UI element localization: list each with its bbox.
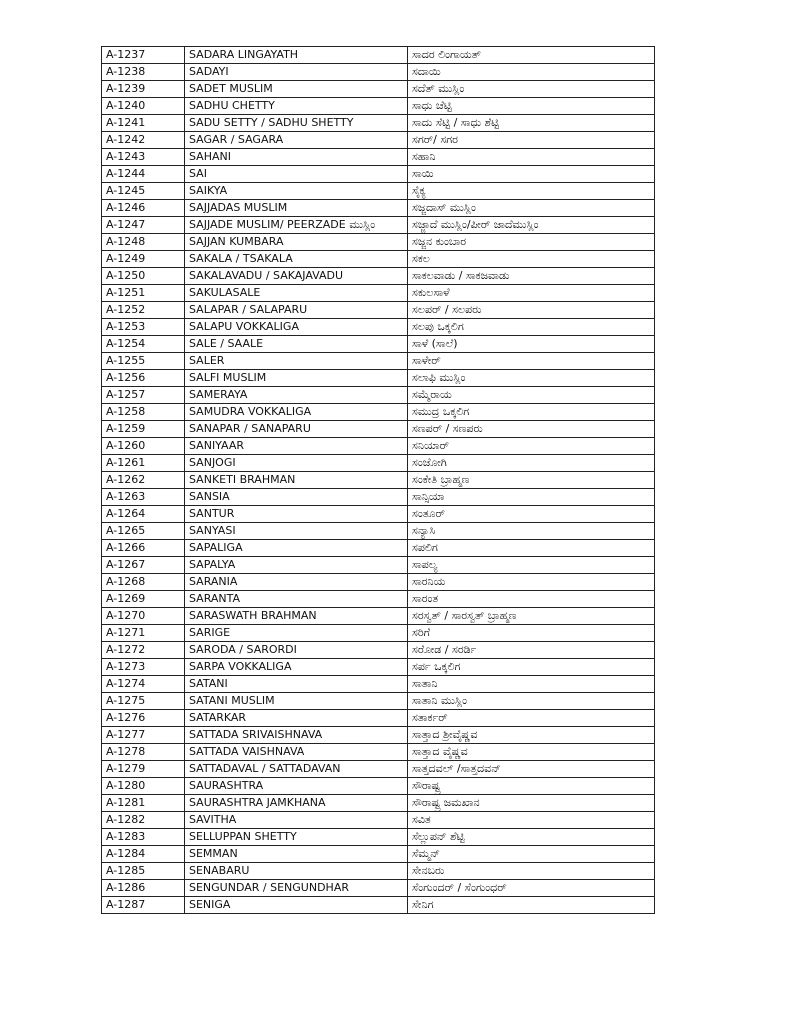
table-row [102, 268, 655, 285]
caste-name-kannada-cell: ಸಾಧು ಚೆಟ್ಟಿ [408, 98, 655, 115]
table-row [102, 64, 655, 81]
table-row [102, 47, 655, 64]
caste-name-kannada-cell: ಸೆಮ್ಮನ್ [408, 846, 655, 863]
caste-name-english-cell: SADAYI [185, 64, 408, 81]
table-row [102, 370, 655, 387]
caste-name-kannada-cell: ಸಲಾಫಿ ಮುಸ್ಲಿಂ [408, 370, 655, 387]
caste-name-english-cell: SAMUDRA VOKKALIGA [185, 404, 408, 421]
caste-code-cell: A-1269 [102, 591, 185, 608]
caste-name-english-cell: SALAPAR / SALAPARU [185, 302, 408, 319]
caste-name-kannada-cell: ಸಂತೂರ್ [408, 506, 655, 523]
caste-name-english-cell: SANTUR [185, 506, 408, 523]
caste-code-cell: A-1266 [102, 540, 185, 557]
table-row [102, 234, 655, 251]
caste-name-kannada-cell: ಸಾಳೆ (ಸಾಲೆ) [408, 336, 655, 353]
caste-name-kannada-cell: ಸೈಕ್ಯ [408, 183, 655, 200]
caste-name-english-cell: SAMERAYA [185, 387, 408, 404]
caste-name-english-cell: SAKALA / TSAKALA [185, 251, 408, 268]
table-row [102, 710, 655, 727]
caste-name-kannada-cell: ಸದಾಯಿ [408, 64, 655, 81]
caste-name-english-cell: SARANTA [185, 591, 408, 608]
caste-name-kannada-cell: ಸಮುದ್ರ ಒಕ್ಕಲಿಗ [408, 404, 655, 421]
caste-name-kannada-cell: ಸಾಯಿ [408, 166, 655, 183]
caste-name-kannada-cell: ಸಾತಾನಿ ಮುಸ್ಲಿಂ [408, 693, 655, 710]
caste-code-cell: A-1264 [102, 506, 185, 523]
table-row [102, 217, 655, 234]
caste-name-kannada-cell: ಸನ್ಯಾಸಿ [408, 523, 655, 540]
caste-name-kannada-cell: ಸಾತ್ತಾದ ವೈಷ್ಣವ [408, 744, 655, 761]
caste-name-kannada-cell: ಸಲಪರ್ / ಸಲಪರು [408, 302, 655, 319]
table-row [102, 795, 655, 812]
caste-code-cell: A-1242 [102, 132, 185, 149]
caste-name-kannada-cell: ಸಮ್ಮೆರಾಯ [408, 387, 655, 404]
table-row [102, 523, 655, 540]
caste-name-kannada-cell: ಸಾದು ಸೆಟ್ಟಿ / ಸಾಧು ಶೆಟ್ಟಿ [408, 115, 655, 132]
caste-code-cell: A-1271 [102, 625, 185, 642]
table-row [102, 319, 655, 336]
caste-name-kannada-cell: ಸಾರನಿಯ [408, 574, 655, 591]
caste-name-english-cell: SARIGE [185, 625, 408, 642]
caste-name-kannada-cell: ಸಗರ್/ ಸಗರ [408, 132, 655, 149]
caste-name-english-cell: SATTADAVAL / SATTADAVAN [185, 761, 408, 778]
caste-name-english-cell: SADET MUSLIM [185, 81, 408, 98]
table-row [102, 676, 655, 693]
caste-name-kannada-cell: ಸತಾರ್ಕರ್ [408, 710, 655, 727]
caste-name-kannada-cell: ಸಕುಲಸಾಳೆ [408, 285, 655, 302]
table-row [102, 404, 655, 421]
caste-name-english-cell: SARANIA [185, 574, 408, 591]
table-row [102, 115, 655, 132]
caste-code-cell: A-1254 [102, 336, 185, 353]
table-row [102, 846, 655, 863]
caste-name-english-cell: SARODA / SARORDI [185, 642, 408, 659]
caste-code-cell: A-1255 [102, 353, 185, 370]
table-row [102, 183, 655, 200]
caste-name-english-cell: SATANI MUSLIM [185, 693, 408, 710]
table-row [102, 812, 655, 829]
caste-name-english-cell: SAKALAVADU / SAKAJAVADU [185, 268, 408, 285]
caste-name-kannada-cell: ಸಣಪರ್ / ಸಣಪರು [408, 421, 655, 438]
table-row [102, 778, 655, 795]
caste-name-english-cell: SAI [185, 166, 408, 183]
caste-code-cell: A-1281 [102, 795, 185, 812]
caste-name-english-cell: SANKETI BRAHMAN [185, 472, 408, 489]
caste-code-cell: A-1286 [102, 880, 185, 897]
caste-name-english-cell: SALE / SAALE [185, 336, 408, 353]
caste-code-cell: A-1258 [102, 404, 185, 421]
table-row [102, 897, 655, 914]
caste-name-kannada-cell: ಸನಿಯಾರ್ [408, 438, 655, 455]
caste-name-kannada-cell: ಸಾನ್ಸಿಯಾ [408, 489, 655, 506]
caste-code-cell: A-1276 [102, 710, 185, 727]
table-row [102, 506, 655, 523]
caste-name-english-cell: SALFI MUSLIM [185, 370, 408, 387]
caste-code-cell: A-1250 [102, 268, 185, 285]
caste-name-english-cell: SATTADA SRIVAISHNAVA [185, 727, 408, 744]
caste-name-english-cell: SEMMAN [185, 846, 408, 863]
caste-name-kannada-cell: ಸರಸ್ವತ್ / ಸಾರಸ್ವತ್ ಬ್ರಾಹ್ಮಣ [408, 608, 655, 625]
caste-code-cell: A-1261 [102, 455, 185, 472]
caste-name-english-cell: SATANI [185, 676, 408, 693]
caste-name-english-cell: SAJJADE MUSLIM/ PEERZADE ಮುಸ್ಲಿಂ [185, 217, 408, 234]
caste-name-kannada-cell: ಸೇನಬರು [408, 863, 655, 880]
caste-name-english-cell: SADARA LINGAYATH [185, 47, 408, 64]
caste-code-cell: A-1273 [102, 659, 185, 676]
caste-name-english-cell: SARASWATH BRAHMAN [185, 608, 408, 625]
caste-name-english-cell: SAIKYA [185, 183, 408, 200]
caste-name-kannada-cell: ಸಜ್ಜದಾಸ್ ಮುಸ್ಲಿಂ [408, 200, 655, 217]
caste-name-english-cell: SANJOGI [185, 455, 408, 472]
table-row [102, 727, 655, 744]
table-row [102, 625, 655, 642]
table-row [102, 761, 655, 778]
caste-code-cell: A-1253 [102, 319, 185, 336]
table-row [102, 540, 655, 557]
caste-name-english-cell: SAPALYA [185, 557, 408, 574]
caste-name-english-cell: SAVITHA [185, 812, 408, 829]
caste-name-kannada-cell: ಸರೋಡ / ಸರರ್ಡಿ [408, 642, 655, 659]
caste-code-cell: A-1262 [102, 472, 185, 489]
caste-name-kannada-cell: ಸರಿಗೆ [408, 625, 655, 642]
table-row [102, 557, 655, 574]
caste-name-english-cell: SADU SETTY / SADHU SHETTY [185, 115, 408, 132]
caste-code-cell: A-1249 [102, 251, 185, 268]
table-row [102, 387, 655, 404]
caste-name-english-cell: SANSIA [185, 489, 408, 506]
caste-name-kannada-cell: ಸಂಕೇತಿ ಬ್ರಾಹ್ಮಣ [408, 472, 655, 489]
caste-code-cell: A-1257 [102, 387, 185, 404]
caste-name-kannada-cell: ಸೆಂಗುಂದರ್ / ಸೆಂಗುಂಧರ್ [408, 880, 655, 897]
caste-code-cell: A-1241 [102, 115, 185, 132]
caste-name-english-cell: SAJJADAS MUSLIM [185, 200, 408, 217]
caste-code-cell: A-1265 [102, 523, 185, 540]
caste-code-cell: A-1246 [102, 200, 185, 217]
caste-name-kannada-cell: ಸಕಲ [408, 251, 655, 268]
caste-code-cell: A-1238 [102, 64, 185, 81]
caste-name-kannada-cell: ಸಾರಂತ [408, 591, 655, 608]
table-row [102, 200, 655, 217]
caste-code-cell: A-1284 [102, 846, 185, 863]
caste-code-cell: A-1240 [102, 98, 185, 115]
table-row [102, 863, 655, 880]
caste-name-kannada-cell: ಸಜ್ಜನ ಕುಂಬಾರ [408, 234, 655, 251]
table-row [102, 744, 655, 761]
caste-name-kannada-cell: ಸೌರಾಷ್ಟ್ರ [408, 778, 655, 795]
caste-name-english-cell: SANAPAR / SANAPARU [185, 421, 408, 438]
caste-code-cell: A-1279 [102, 761, 185, 778]
caste-name-english-cell: SENABARU [185, 863, 408, 880]
caste-name-english-cell: SARPA VOKKALIGA [185, 659, 408, 676]
table-row [102, 489, 655, 506]
caste-code-cell: A-1248 [102, 234, 185, 251]
table-row [102, 81, 655, 98]
caste-name-kannada-cell: ಸದೆತ್ ಮುಸ್ಲಿಂ [408, 81, 655, 98]
caste-name-kannada-cell: ಸಾಪಲ್ಯ [408, 557, 655, 574]
caste-name-kannada-cell: ಸಪಲಿಗ [408, 540, 655, 557]
caste-code-cell: A-1287 [102, 897, 185, 914]
table-row [102, 302, 655, 319]
caste-code-cell: A-1244 [102, 166, 185, 183]
caste-name-english-cell: SALER [185, 353, 408, 370]
caste-name-kannada-cell: ಸರ್ಪ ಒಕ್ಕಲಿಗ [408, 659, 655, 676]
caste-name-english-cell: SAHANI [185, 149, 408, 166]
table-row [102, 472, 655, 489]
table-row [102, 608, 655, 625]
caste-code-cell: A-1277 [102, 727, 185, 744]
caste-name-english-cell: SANIYAAR [185, 438, 408, 455]
caste-code-cell: A-1282 [102, 812, 185, 829]
table-row [102, 659, 655, 676]
caste-name-kannada-cell: ಸಾಕಲವಾಡು / ಸಾಕಜವಾಡು [408, 268, 655, 285]
caste-code-cell: A-1239 [102, 81, 185, 98]
caste-name-kannada-cell: ಸಜ್ಜಾದೆ ಮುಸ್ಲಿಂ/ಪೀರ್ ಜಾದೆಮುಸ್ಲಿಂ [408, 217, 655, 234]
caste-code-cell: A-1251 [102, 285, 185, 302]
caste-name-kannada-cell: ಸಲಪು ಒಕ್ಕಲಿಗ [408, 319, 655, 336]
caste-code-cell: A-1267 [102, 557, 185, 574]
caste-code-cell: A-1272 [102, 642, 185, 659]
caste-name-english-cell: SADHU CHETTY [185, 98, 408, 115]
table-row [102, 829, 655, 846]
caste-name-english-cell: SAURASHTRA JAMKHANA [185, 795, 408, 812]
caste-name-kannada-cell: ಸವಿತ [408, 812, 655, 829]
caste-code-cell: A-1247 [102, 217, 185, 234]
caste-name-kannada-cell: ಸಾತ್ತದವಲ್ /ಸಾತ್ತದವನ್ [408, 761, 655, 778]
caste-code-cell: A-1278 [102, 744, 185, 761]
caste-code-cell: A-1285 [102, 863, 185, 880]
table-row [102, 880, 655, 897]
caste-code-cell: A-1263 [102, 489, 185, 506]
caste-code-cell: A-1283 [102, 829, 185, 846]
caste-code-cell: A-1275 [102, 693, 185, 710]
caste-name-kannada-cell: ಸೆಲ್ಲುಪನ್ ಶೆಟ್ಟಿ [408, 829, 655, 846]
caste-name-kannada-cell: ಸಂಜೋಗಿ [408, 455, 655, 472]
caste-name-kannada-cell: ಸಾತಾನಿ [408, 676, 655, 693]
caste-name-english-cell: SAPALIGA [185, 540, 408, 557]
caste-code-cell: A-1237 [102, 47, 185, 64]
caste-name-english-cell: SANYASI [185, 523, 408, 540]
caste-name-english-cell: SELLUPPAN SHETTY [185, 829, 408, 846]
caste-name-kannada-cell: ಸಾತ್ತಾದ ಶ್ರೀವೈಷ್ಣವ [408, 727, 655, 744]
table-row [102, 642, 655, 659]
caste-name-kannada-cell: ಸಾದರ ಲಿಂಗಾಯತ್ [408, 47, 655, 64]
caste-code-cell: A-1280 [102, 778, 185, 795]
table-row [102, 285, 655, 302]
caste-code-cell: A-1274 [102, 676, 185, 693]
table-row [102, 166, 655, 183]
caste-code-cell: A-1270 [102, 608, 185, 625]
caste-name-english-cell: SENGUNDAR / SENGUNDHAR [185, 880, 408, 897]
caste-name-english-cell: SALAPU VOKKALIGA [185, 319, 408, 336]
caste-code-cell: A-1268 [102, 574, 185, 591]
table-row [102, 455, 655, 472]
caste-code-cell: A-1260 [102, 438, 185, 455]
caste-list-table [101, 46, 655, 914]
table-row [102, 574, 655, 591]
table-row [102, 693, 655, 710]
caste-name-kannada-cell: ಸೌರಾಷ್ಟ್ರ ಜಮಖಾನ [408, 795, 655, 812]
caste-name-kannada-cell: ಸಹಾನಿ [408, 149, 655, 166]
caste-name-kannada-cell: ಸಾಳೇರ್ [408, 353, 655, 370]
caste-name-kannada-cell: ಸೇನಿಗ [408, 897, 655, 914]
table-row [102, 438, 655, 455]
caste-code-cell: A-1243 [102, 149, 185, 166]
table-row [102, 421, 655, 438]
caste-name-english-cell: SATARKAR [185, 710, 408, 727]
table-row [102, 149, 655, 166]
caste-code-cell: A-1252 [102, 302, 185, 319]
caste-name-english-cell: SAJJAN KUMBARA [185, 234, 408, 251]
caste-code-cell: A-1245 [102, 183, 185, 200]
caste-name-english-cell: SAURASHTRA [185, 778, 408, 795]
caste-name-english-cell: SENIGA [185, 897, 408, 914]
caste-code-cell: A-1256 [102, 370, 185, 387]
caste-list-body [102, 47, 655, 914]
table-row [102, 353, 655, 370]
caste-name-english-cell: SATTADA VAISHNAVA [185, 744, 408, 761]
caste-name-english-cell: SAGAR / SAGARA [185, 132, 408, 149]
table-row [102, 336, 655, 353]
caste-name-english-cell: SAKULASALE [185, 285, 408, 302]
table-row [102, 98, 655, 115]
table-row [102, 251, 655, 268]
table-row [102, 132, 655, 149]
caste-code-cell: A-1259 [102, 421, 185, 438]
table-row [102, 591, 655, 608]
